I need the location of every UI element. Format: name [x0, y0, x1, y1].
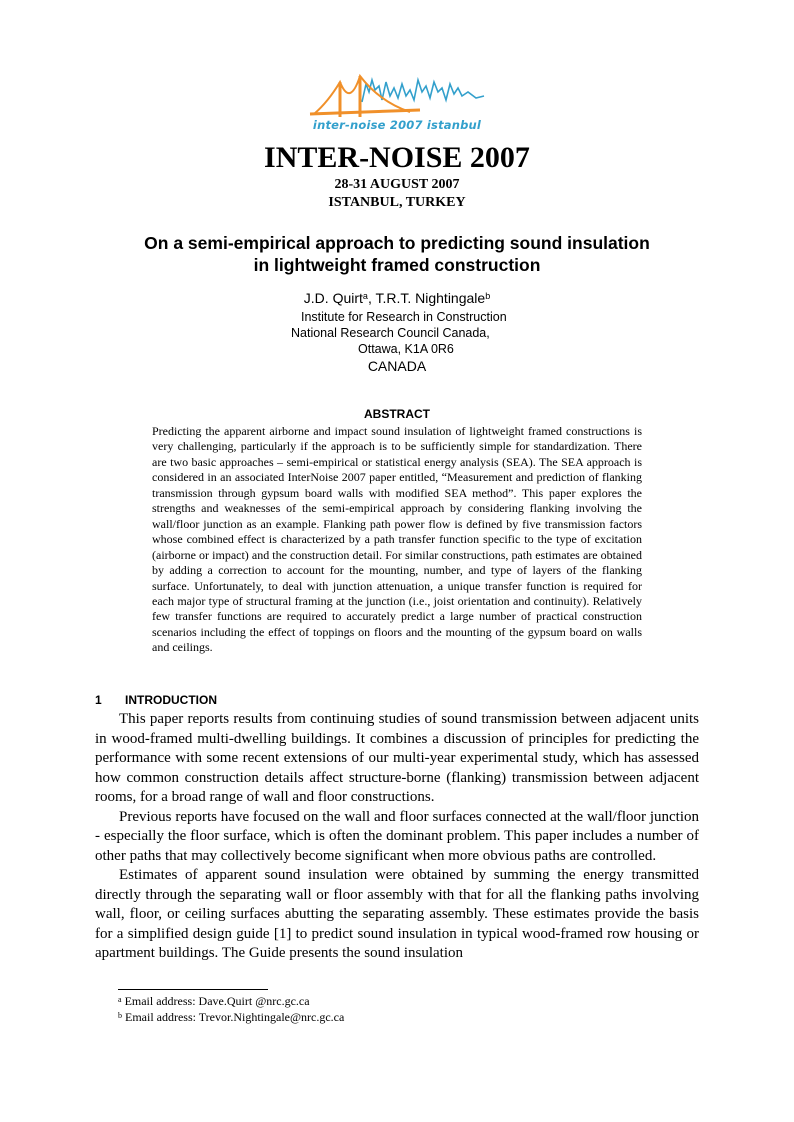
- footnote-divider: [118, 989, 268, 990]
- affiliation-country: CANADA: [367, 358, 427, 374]
- affiliation-city: Ottawa, K1A 0R6: [358, 342, 454, 356]
- section-heading: [95, 693, 217, 707]
- affiliation-council: National Research Council Canada,: [291, 326, 490, 340]
- footnote-mark: b: [118, 1011, 122, 1020]
- footnote-text: Email address: Trevor.Nightingale@nrc.gc.ca: [125, 1010, 345, 1024]
- abstract-text: Predicting the apparent airborne and impact sound insulation of lightweight framed constructions is very challenging, particularly if the approach is to be sufficiently simple for standardization. There are two basic approaches – semi-empirical or statistical energy analysis (SEA). The SEA approach is considered in an associated InterNoise 2007 paper entitled, “Measurement and prediction of flanking transmission through gypsum board walls with modified SEA method”. This paper explores the strengths and weaknesses of the semi-empirical approach by considering flanking involving the wall/floor junction as an example. Flanking path power flow is defined by five transmission factors whose combined effect is characterized by a path transfer function specific to the type of excitation (airborne or impact) and the construction detail. For similar constructions, path estimates are obtained by adding a correction to account for the mounting, number, and type of layers of the flanking surface. Unfortunately, to deal with junction attenuation, a unique transfer function is required for each major type of structural framing at the junction (i.e., joist orientation and continuity). Relatively few transfer functions are required to accurately predict a large number of practical construction scenarios including the effect of toppings on floors and the mounting of the gypsum board on walls and ceilings.: [152, 424, 642, 655]
- paragraph: Previous reports have focused on the wall and floor surfaces connected at the wall/floor junction - especially the floor surface, which is often the dominant problem. This paper includes a number of other paths that may collectively become significant when more obvious paths are controlled.: [95, 808, 699, 864]
- paper-title: [0, 232, 794, 276]
- section-title: INTRODUCTION: [125, 693, 217, 707]
- conference-location: ISTANBUL, TURKEY: [328, 195, 466, 210]
- author-quirt: J.D. Quirt: [303, 290, 363, 306]
- introduction-body: [95, 710, 699, 964]
- paragraph: This paper reports results from continuing studies of sound transmission between adjacent units in wood-framed multi-dwelling buildings. It combines a discussion of principles for predicting the performance with some recent extensions of our multi-year experimental study, which has assessed how common construction details affect structure-borne (flanking) transmission between adjacent rooms, for a broad range of wall and floor constructions.: [95, 711, 699, 805]
- affiliation-institute: Institute for Research in Construction: [301, 310, 507, 324]
- paper-title-line2: in lightweight framed construction: [253, 255, 541, 275]
- paper-title-line1: On a semi-empirical approach to predicting sound insulation: [144, 233, 650, 253]
- logo-text: inter-noise 2007 istanbul: [312, 118, 482, 132]
- conference-dates: 28-31 AUGUST 2007: [334, 177, 460, 192]
- author-list: [0, 289, 794, 307]
- author-mark-a: a: [362, 291, 368, 301]
- abstract-heading: ABSTRACT: [364, 407, 430, 421]
- footnote-text: Email address: Dave.Quirt @nrc.gc.ca: [124, 994, 310, 1008]
- footnote-b: [118, 1010, 344, 1024]
- author-nightingale: , T.R.T. Nightingale: [367, 290, 486, 306]
- footnote-a: [118, 994, 310, 1008]
- author-mark-b: b: [485, 291, 491, 301]
- paragraph: Estimates of apparent sound insulation were obtained by summing the energy transmitted directly through the separating wall or floor assembly with that for all the flanking paths involving wall, floor, or ceiling surfaces abutting the separating assembly. These estimates provide the basis for a simplified design guide [1] to predict sound insulation in typical wood-framed row housing or apartment buildings. The Guide presents the sound insulation: [95, 867, 699, 961]
- footnote-mark: a: [118, 995, 122, 1004]
- section-number: 1: [95, 693, 102, 707]
- conference-title: INTER-NOISE 2007: [264, 141, 530, 174]
